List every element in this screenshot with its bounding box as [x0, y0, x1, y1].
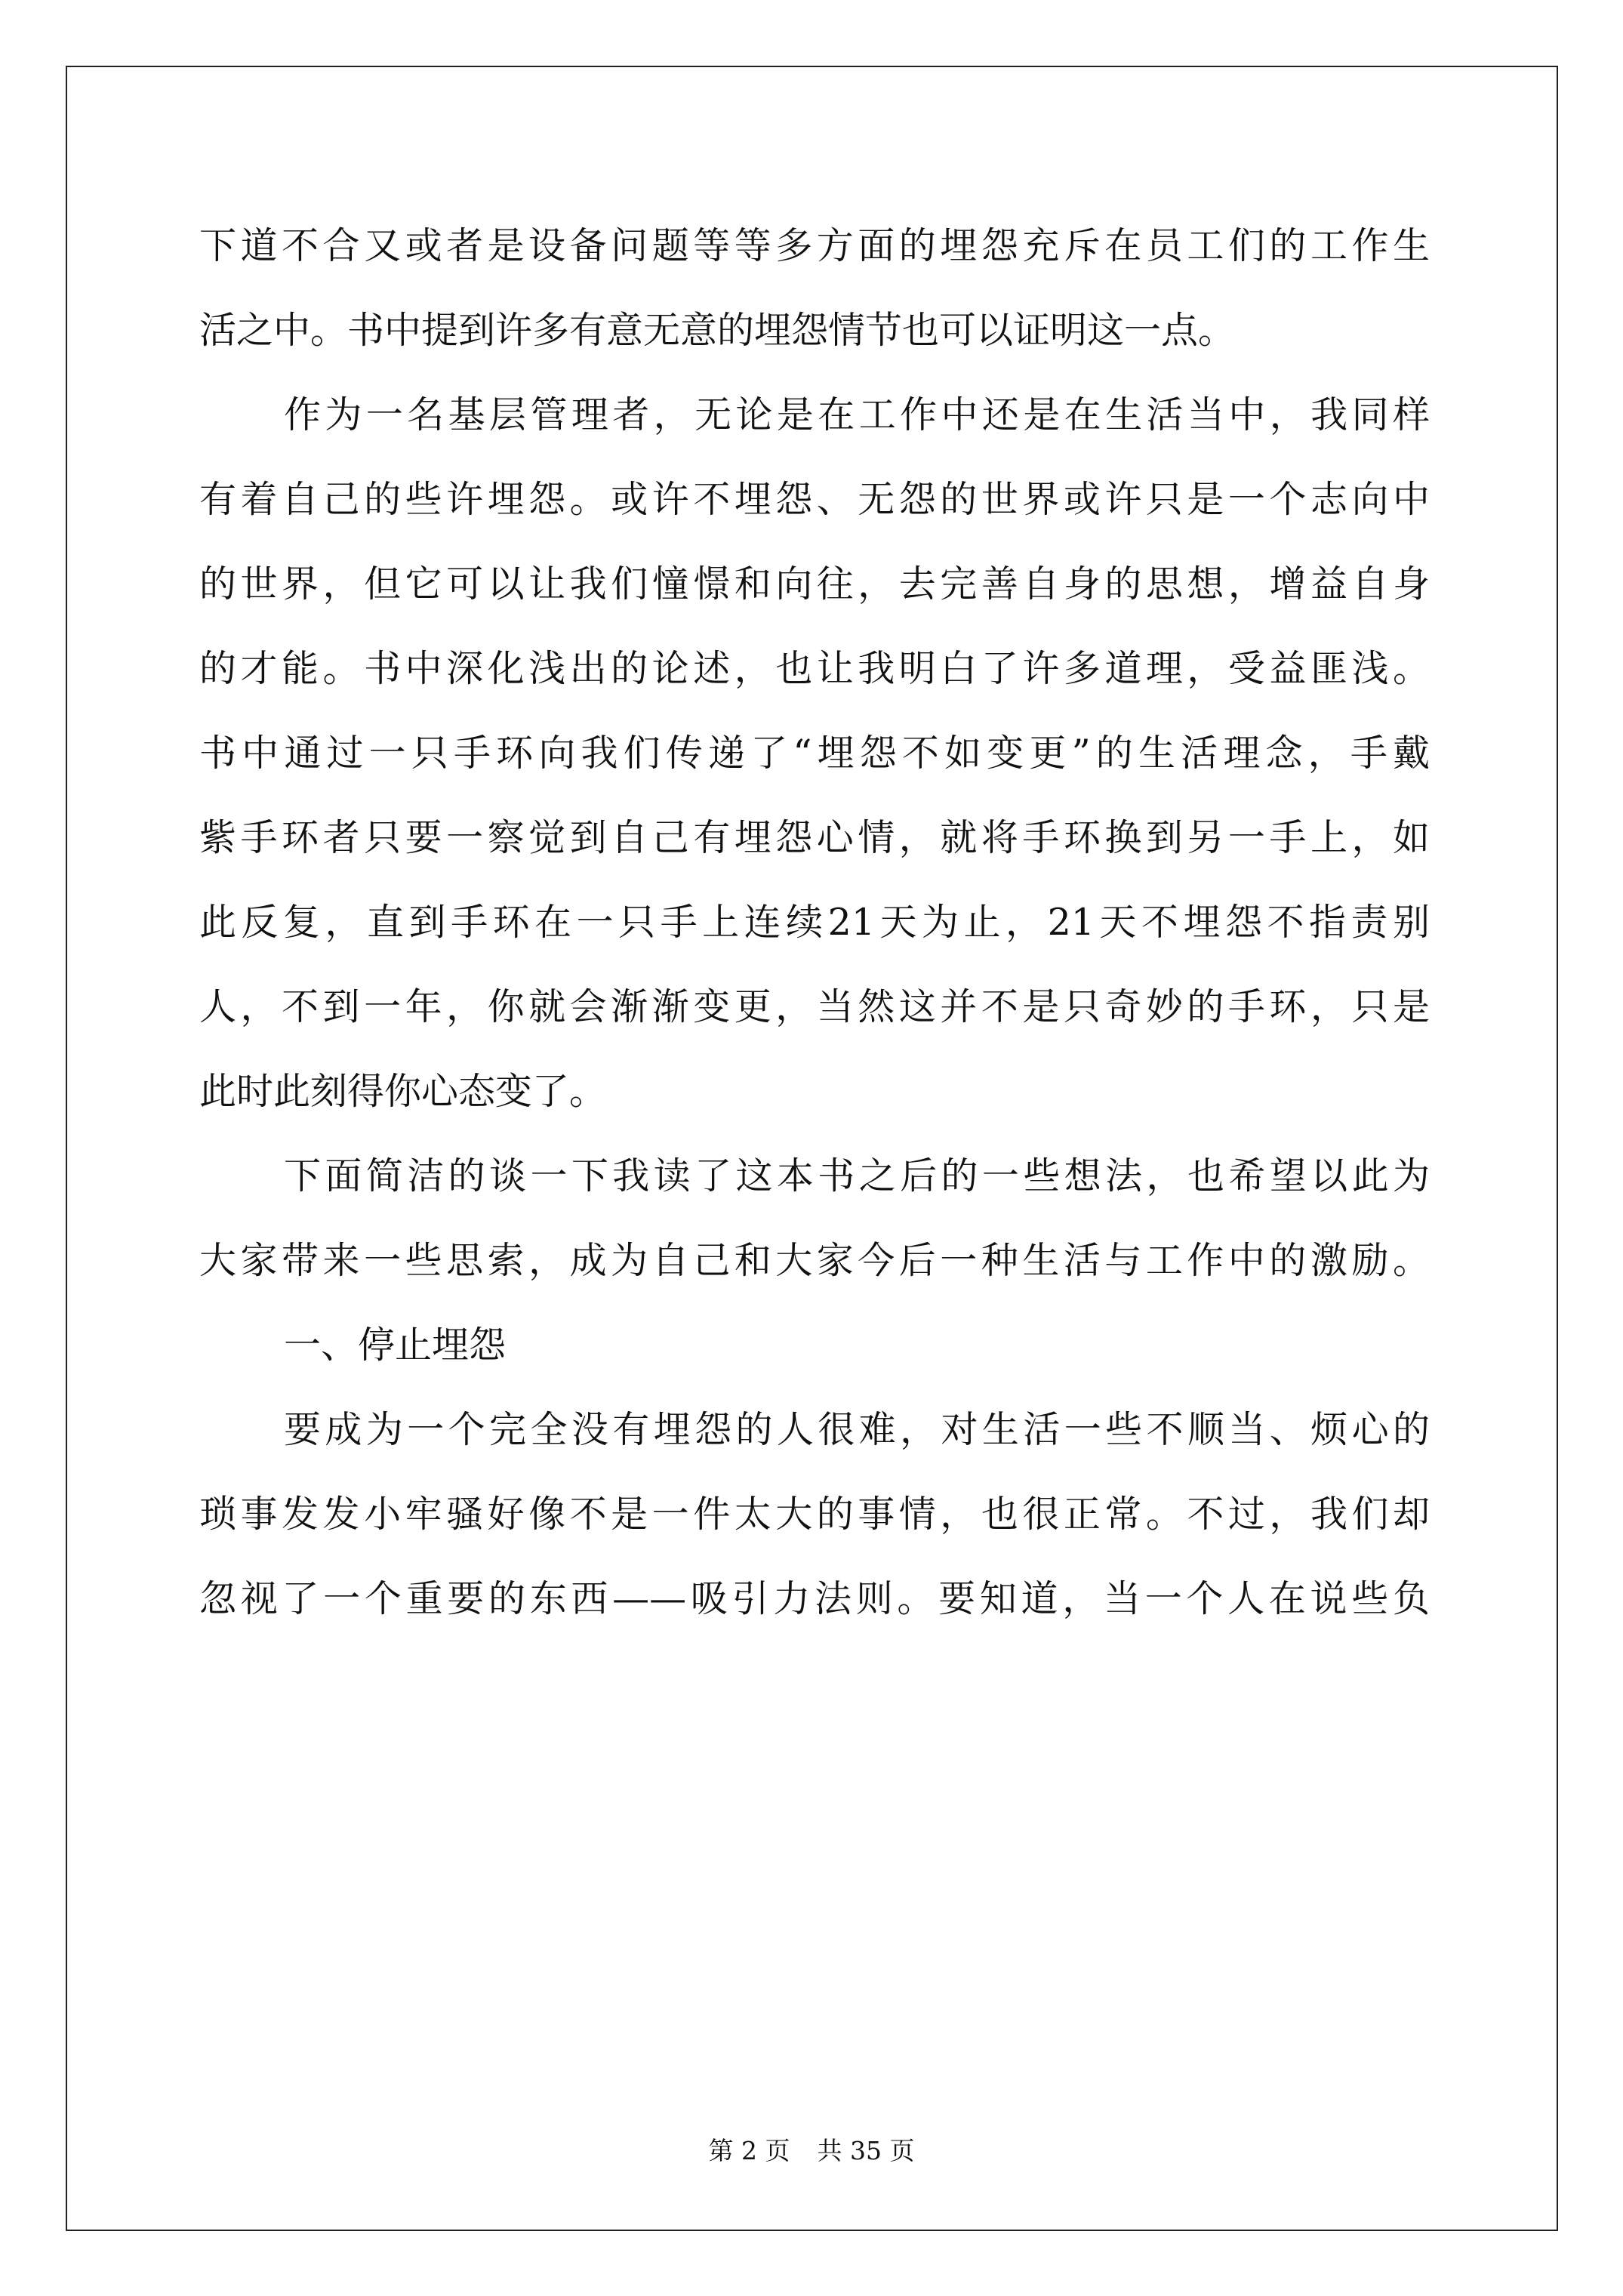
text-line: 的世界，但它可以让我们憧憬和向往，去完善自身的思想，增益自身: [199, 562, 1430, 606]
text-line: 有着自己的些许埋怨。或许不埋怨、无怨的世界或许只是一个志向中: [199, 478, 1430, 521]
text-line: 此反复，直到手环在一只手上连续21天为止，21天不埋怨不指责别: [199, 901, 1430, 944]
text-line: 紫手环者只要一察觉到自己有埋怨心情，就将手环换到另一手上，如: [199, 816, 1430, 859]
text-line: 要成为一个完全没有埋怨的人很难，对生活一些不顺当、烦心的: [284, 1408, 1430, 1451]
text-line: 琐事发发小牢骚好像不是一件太大的事情，也很正常。不过，我们却: [199, 1493, 1430, 1536]
text-line: 活之中。书中提到许多有意无意的埋怨情节也可以证明这一点。: [199, 309, 1236, 352]
text-line: 下道不合又或者是设备问题等等多方面的埋怨充斥在员工们的工作生: [199, 224, 1430, 267]
text-line: 书中通过一只手环向我们传递了“埋怨不如变更”的生活理念，手戴: [199, 732, 1430, 775]
text-line: 此时此刻得你心态变了。: [199, 1070, 607, 1113]
text-line: 大家带来一些思索，成为自己和大家今后一种生活与工作中的激励。: [199, 1239, 1430, 1282]
section-heading: 一、停止埋怨: [284, 1324, 507, 1367]
page-footer: [0, 2136, 1623, 2166]
text-line: 的才能。书中深化浅出的论述，也让我明白了许多道理，受益匪浅。: [199, 647, 1430, 690]
page-number: 第 2 页: [708, 2136, 790, 2165]
text-line: 下面简洁的谈一下我读了这本书之后的一些想法，也希望以此为: [284, 1154, 1430, 1197]
text-line: 人，不到一年，你就会渐渐变更，当然这并不是只奇妙的手环，只是: [199, 985, 1430, 1028]
text-line: 作为一名基层管理者，无论是在工作中还是在生活当中，我同样: [284, 393, 1430, 436]
text-line: 忽视了一个重要的东西——吸引力法则。要知道，当一个人在说些负: [199, 1577, 1430, 1620]
document-body: [199, 225, 1430, 1663]
page-total: 共 35 页: [817, 2136, 915, 2165]
